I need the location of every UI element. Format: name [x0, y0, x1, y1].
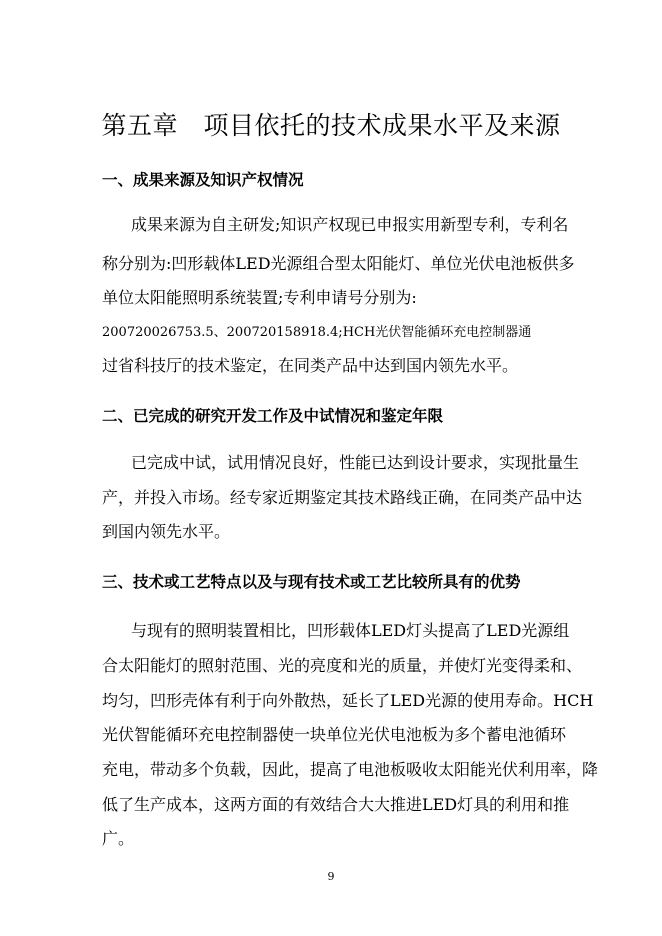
paragraph-line: 已完成中试，试用情况良好，性能已达到设计要求，实现批量生: [131, 453, 580, 472]
paragraph-line: 到国内领先水平。: [102, 522, 231, 541]
paragraph-line: 产，并投入市场。经专家近期鉴定其技术路线正确，在同类产品中达: [102, 488, 583, 507]
section-heading-tech-advantages: 三、技术或工艺特点以及与现有技术或工艺比较所具有的优势: [102, 572, 521, 591]
paragraph-line: 广。: [102, 829, 135, 848]
paragraph-line: 合太阳能灯的照射范围、光的亮度和光的质量，并使灯光变得柔和、: [102, 656, 583, 675]
paragraph-line: 低了生产成本，这两方面的有效结合大大推进LED灯具的利用和推: [102, 795, 570, 814]
page-number: 9: [327, 870, 335, 883]
chapter-title: 第五章 项目依托的技术成果水平及来源: [101, 111, 561, 140]
paragraph-line: 与现有的照明装置相比，凹形载体LED灯头提高了LED光源组: [131, 621, 570, 640]
paragraph-line: 单位太阳能照明系统装置;专利申请号分别为:: [102, 288, 417, 307]
paragraph-line: 均匀，凹形壳体有利于向外散热，延长了LED光源的使用寿命。HCH: [102, 691, 594, 710]
paragraph-line: 200720026753.5、200720158918.4;HCH光伏智能循环充电控制器通: [102, 325, 532, 340]
paragraph-line: 光伏智能循环充电控制器使一块单位光伏电池板为多个蓄电池循环: [102, 725, 567, 744]
section-heading-source-ip: 一、成果来源及知识产权情况: [102, 170, 304, 189]
paragraph-line: 过省科技厅的技术鉴定，在同类产品中达到国内领先水平。: [102, 356, 519, 375]
section-heading-rnd-status: 二、已完成的研究开发工作及中试情况和鉴定年限: [102, 406, 444, 425]
paragraph-line: 成果来源为自主研发;知识产权现已申报实用新型专利，专利名: [131, 215, 569, 234]
paragraph-line: 充电，带动多个负载，因此，提高了电池板吸收太阳能光伏利用率，降: [102, 760, 599, 779]
paragraph-line: 称分别为:凹形载体LED光源组合型太阳能灯、单位光伏电池板供多: [102, 254, 575, 273]
